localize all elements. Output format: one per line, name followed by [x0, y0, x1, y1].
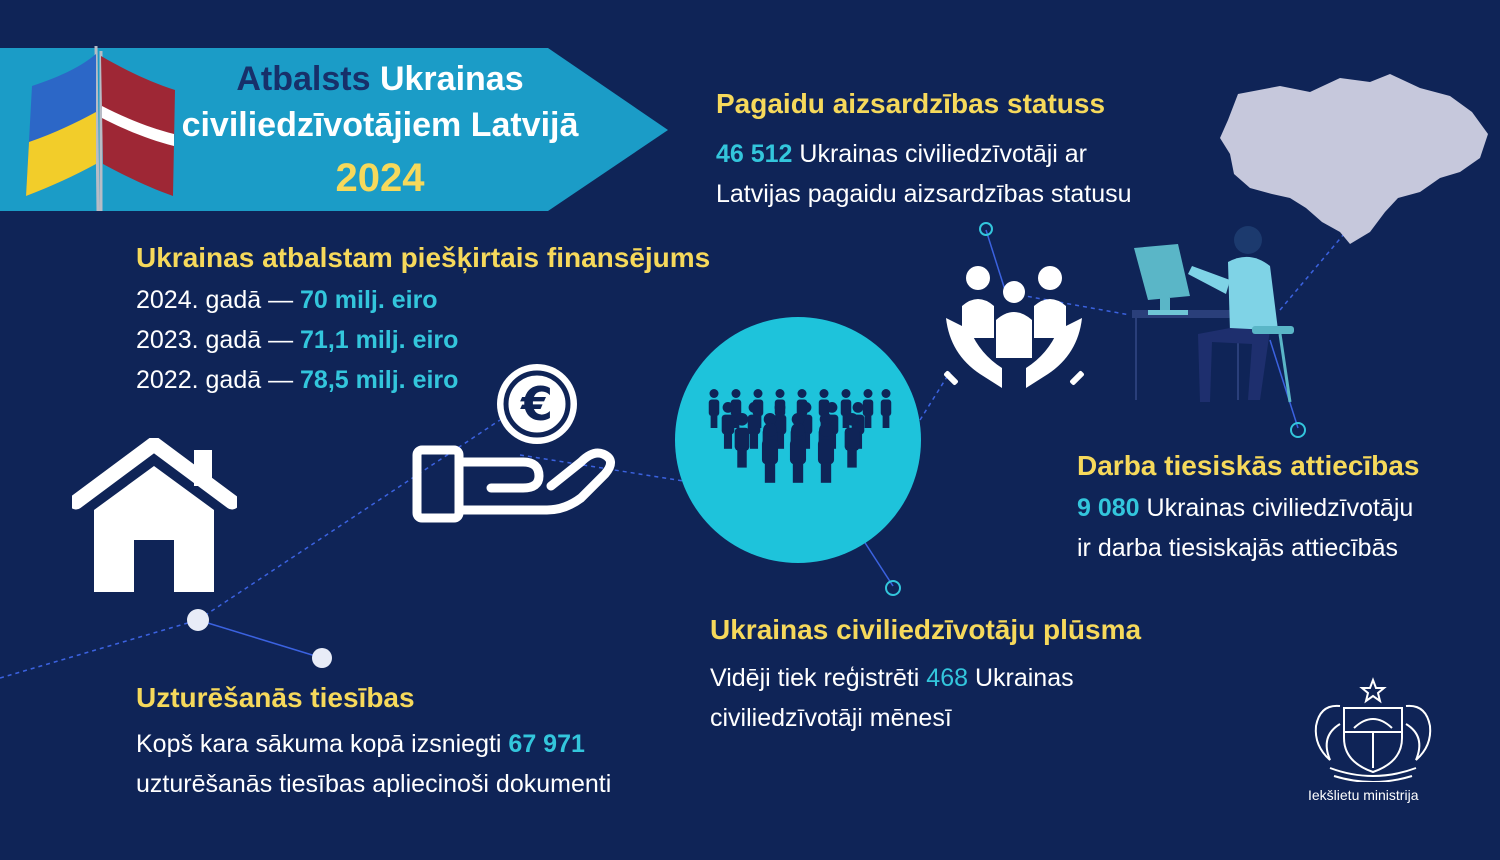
- banner-title-line1: Atbalsts Ukrainas: [236, 60, 524, 98]
- coat-of-arms-icon: [1310, 676, 1436, 782]
- flow-value: 468: [926, 664, 969, 692]
- employment-heading: Darba tiesiskās attiecības: [1077, 450, 1420, 481]
- protection-status-text: 46 512 Ukrainas civiliedzīvotāji ar Latvijas pagaidu aizsardzības statusu: [716, 140, 1132, 208]
- employment-text: 9 080 Ukrainas civiliedzīvotāju ir darba tiesiskajās attiecībās: [1077, 494, 1414, 562]
- flow-text: Vidēji tiek reģistrēti 468 Ukrainas civiliedzīvotāji mēnesī: [710, 664, 1074, 732]
- banner-title-line2: civiliedzīvotājiem Latvijā: [181, 106, 579, 144]
- flow-heading: Ukrainas civiliedzīvotāju plūsma: [710, 614, 1142, 645]
- euro-hand-icon: [405, 362, 620, 524]
- svg-text:€: €: [520, 377, 554, 431]
- funding-row: 2023. gadā — 71,1 milj. eiro: [136, 326, 459, 354]
- ministry-name: Iekšlietu ministrija: [1308, 787, 1419, 803]
- employment-value: 9 080: [1077, 494, 1140, 522]
- funding-row: 2022. gadā — 78,5 milj. eiro: [136, 366, 459, 394]
- protection-status-value: 46 512: [716, 140, 793, 168]
- people-in-hands-icon: [940, 258, 1090, 398]
- crowd-icon: [674, 316, 924, 566]
- residence-heading: Uzturēšanās tiesības: [136, 682, 415, 713]
- protection-status-heading: Pagaidu aizsardzības statuss: [716, 88, 1106, 119]
- funding-row: 2024. gadā — 70 milj. eiro: [136, 286, 438, 314]
- banner-year: 2024: [335, 156, 425, 200]
- residence-value: 67 971: [508, 730, 585, 758]
- funding-heading: Ukrainas atbalstam piešķirtais finansējums: [136, 242, 711, 273]
- house-icon: [72, 438, 237, 594]
- residence-text: Kopš kara sākuma kopā izsniegti 67 971 uzturēšanās tiesības apliecinoši dokumenti: [136, 730, 612, 798]
- worker-at-computer-icon: [1120, 210, 1320, 410]
- banner-title: [150, 56, 610, 208]
